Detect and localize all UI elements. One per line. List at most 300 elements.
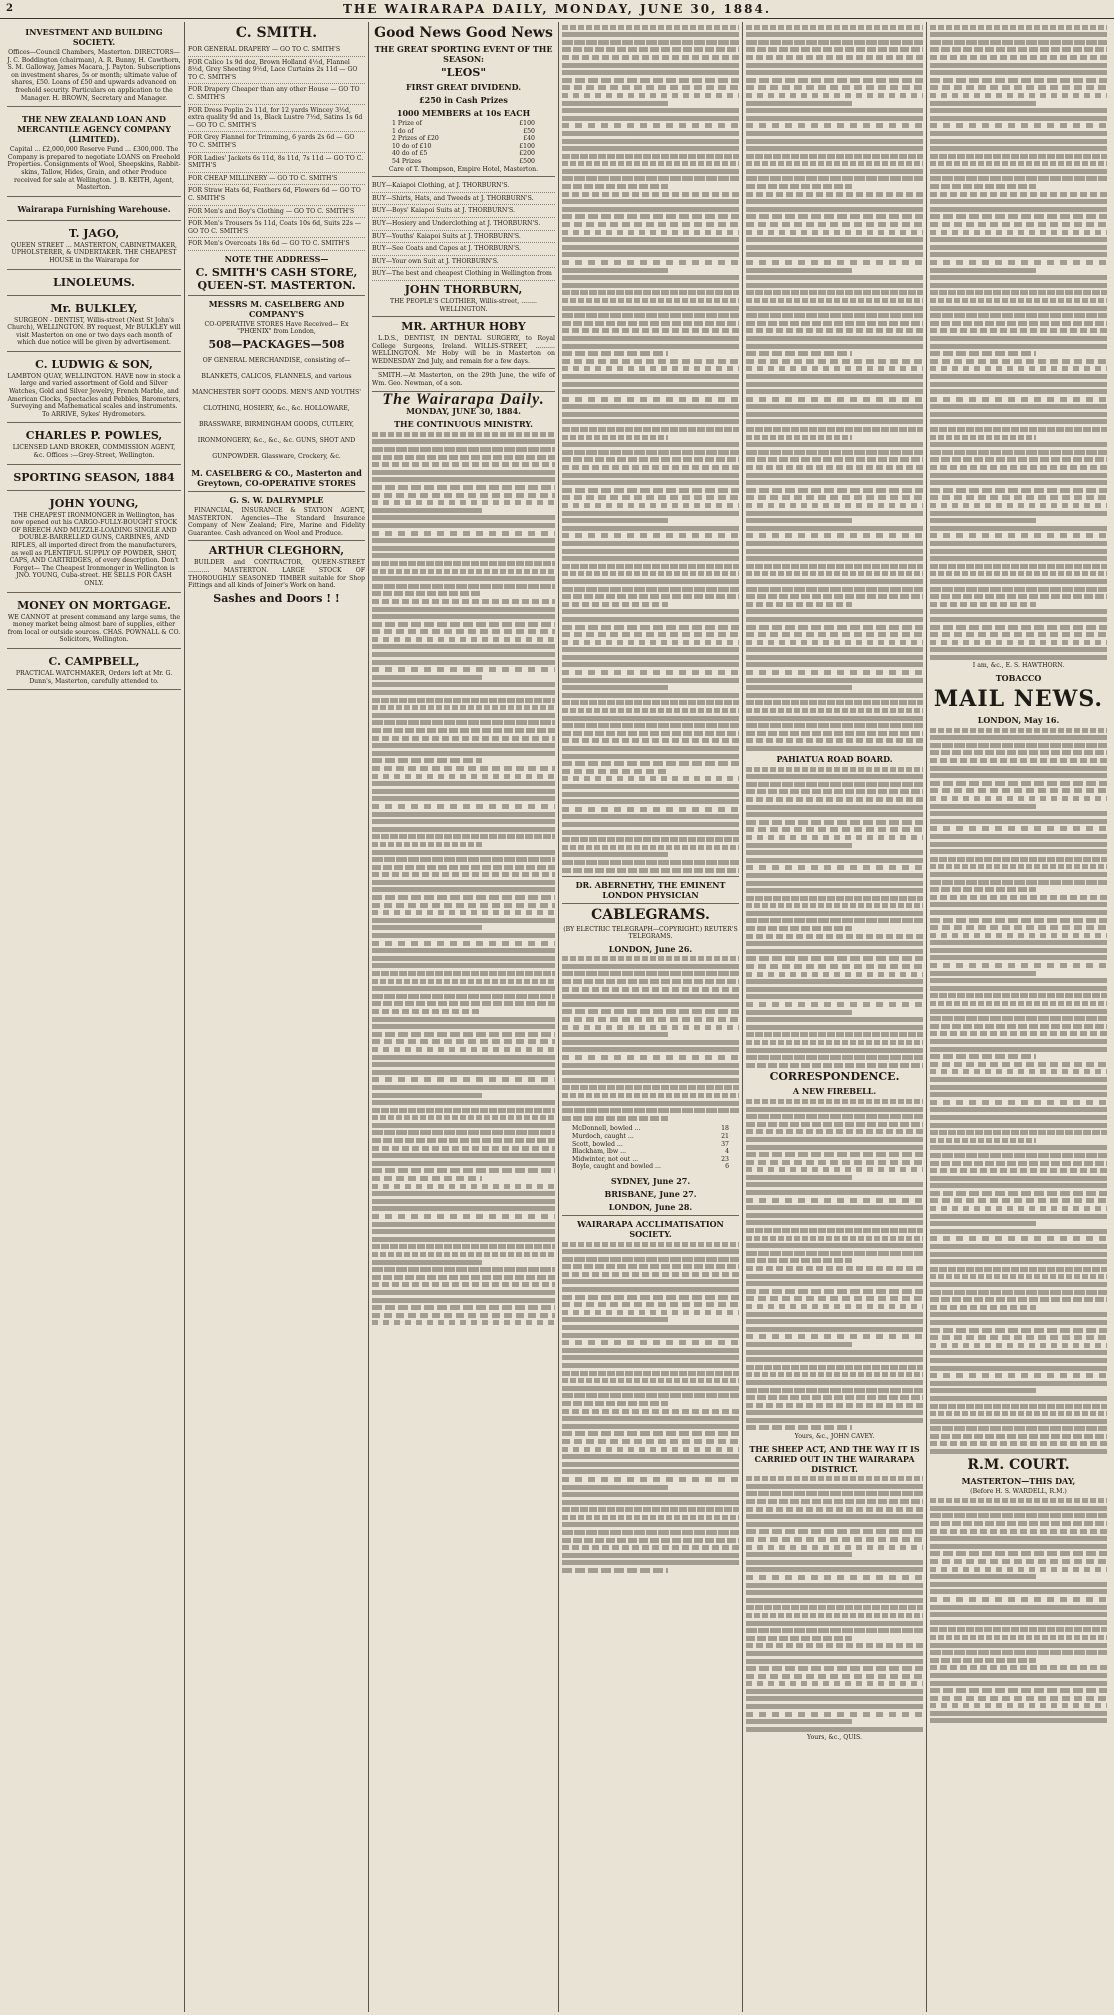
text-line — [930, 1536, 1107, 1541]
text-line — [372, 599, 555, 604]
score-row — [572, 1148, 729, 1156]
text-line — [930, 214, 1107, 219]
text-line — [930, 1031, 1107, 1036]
text-line — [930, 1335, 1107, 1340]
text-line — [746, 1048, 923, 1053]
text-line — [930, 617, 1107, 622]
text-line — [746, 1372, 923, 1377]
text-line — [930, 1411, 1107, 1416]
text-line — [930, 1183, 1107, 1188]
text-line — [562, 1545, 739, 1550]
smith-item: FOR Ladies' Jackets 6s 11d, 8s 11d, 7s 11d — GO TO C. SMITH'S — [188, 153, 365, 173]
text-line — [930, 192, 1107, 197]
text-line — [562, 1431, 739, 1436]
text-line — [562, 1340, 739, 1345]
text-line — [930, 435, 1036, 440]
text-line — [372, 781, 555, 786]
text-line — [930, 503, 1107, 508]
text-line — [746, 556, 923, 561]
text-line — [562, 359, 739, 364]
text-line — [372, 1229, 555, 1234]
text-line — [562, 700, 739, 705]
text-line — [930, 1047, 1107, 1052]
text-line — [372, 462, 555, 467]
dalrymple-body: FINANCIAL, INSURANCE & STATION AGENT, MASTERTON. Agencies—The Standard Insurance Company of New Zealand; Fire, Marine and Fidelity Guarantee. Cash advanced on Wool and Produce. — [188, 507, 365, 537]
prize-value: £50 — [523, 127, 535, 135]
text-line — [562, 25, 739, 30]
text-line — [930, 306, 1107, 311]
text-line — [562, 184, 668, 189]
text-line — [746, 1727, 923, 1732]
text-line — [746, 1583, 923, 1588]
batsman: McDonnell, bowled ... — [572, 1125, 641, 1133]
text-line — [746, 1063, 923, 1068]
text-line — [562, 1032, 668, 1037]
text-line — [562, 374, 739, 379]
text-line — [746, 1327, 923, 1332]
text-line — [930, 1062, 1107, 1067]
text-line — [372, 948, 555, 953]
text-line — [746, 47, 923, 52]
text-line — [930, 336, 1107, 341]
text-line — [562, 306, 739, 311]
text-line — [746, 313, 923, 318]
text-line — [930, 184, 1036, 189]
text-line — [562, 1371, 739, 1376]
text-line — [562, 1264, 739, 1269]
text-line — [372, 1305, 555, 1310]
text-line — [930, 895, 1107, 900]
text-line — [562, 1348, 739, 1353]
text-line — [746, 1175, 852, 1180]
text-line — [930, 442, 1107, 447]
text-line — [372, 1123, 555, 1128]
prize-row — [392, 143, 535, 151]
ad-block — [7, 651, 181, 690]
sporting-event-subtitle: THE GREAT SPORTING EVENT OF THE SEASON: — [374, 44, 553, 64]
ad-block — [7, 595, 181, 649]
column-4 — [558, 22, 742, 2012]
text-line — [930, 131, 1107, 136]
text-line — [372, 1077, 555, 1082]
text-line — [746, 693, 923, 698]
text-line — [930, 842, 1107, 847]
text-line — [562, 1009, 739, 1014]
text-line — [930, 1419, 1107, 1424]
text-line — [930, 176, 1107, 181]
text-line — [746, 1099, 923, 1104]
text-line — [562, 994, 739, 999]
text-line — [372, 493, 555, 498]
smith-store: C. SMITH'S CASH STORE, QUEEN-ST. MASTERTON. — [195, 265, 358, 292]
text-line — [930, 252, 1107, 257]
text-line — [746, 571, 923, 576]
divider — [562, 1215, 739, 1216]
text-line — [372, 1191, 555, 1196]
text-line — [930, 1650, 1107, 1655]
text-line — [372, 622, 555, 627]
text-line — [746, 1636, 852, 1641]
text-line — [746, 1228, 923, 1233]
paper-title: The Wairarapa Daily. — [382, 390, 545, 408]
text-line — [746, 812, 923, 817]
text-line — [930, 1681, 1107, 1686]
text-line — [930, 1612, 1107, 1617]
text-line — [930, 849, 1107, 854]
text-line — [562, 199, 739, 204]
text-line — [930, 488, 1107, 493]
text-line — [746, 934, 923, 939]
text-line — [372, 515, 555, 520]
cleghorn-head: ARTHUR CLEGHORN, — [208, 544, 345, 558]
text-line — [562, 488, 739, 493]
text-line — [562, 1302, 739, 1307]
text-line — [562, 602, 668, 607]
text-line — [746, 511, 923, 516]
text-line — [562, 1047, 739, 1052]
text-line — [372, 903, 555, 908]
text-line — [562, 708, 739, 713]
birth-notice: SMITH.—At Masterton, on the 29th June, the wife of Wm. Geo. Newman, of a son. — [372, 372, 555, 388]
text-line — [372, 591, 482, 596]
text-line — [372, 819, 555, 824]
text-line — [372, 1222, 555, 1227]
text-line — [930, 625, 1107, 630]
prize-value: £100 — [519, 142, 535, 150]
runs: 21 — [721, 1132, 729, 1140]
sashes-heading: Sashes and Doors ! ! — [213, 591, 340, 605]
text-line — [562, 1025, 739, 1030]
thorburn-item-list — [372, 180, 555, 281]
text-line — [372, 1206, 555, 1211]
text-line — [930, 955, 1107, 960]
text-line — [746, 131, 923, 136]
text-line — [930, 1688, 1107, 1693]
text-line — [562, 169, 739, 174]
masthead-title: THE WAIRARAPA DAILY, MONDAY, JUNE 30, 1884. — [342, 2, 772, 16]
text-line — [372, 1267, 555, 1272]
text-line — [372, 728, 555, 733]
text-line — [562, 214, 739, 219]
text-line — [930, 93, 1107, 98]
text-line — [746, 351, 852, 356]
text-line — [746, 738, 923, 743]
text-line — [930, 594, 1107, 599]
text-line — [930, 32, 1107, 37]
rm-court-before: (Before H. S. WARDELL, R.M.) — [970, 1488, 1067, 1496]
text-line — [930, 811, 1107, 816]
text-line — [746, 1590, 923, 1595]
text-line — [930, 389, 1107, 394]
text-line — [372, 432, 555, 437]
batsman: Midwinter, not out ... — [572, 1155, 639, 1163]
text-line — [746, 230, 923, 235]
text-line — [930, 1665, 1107, 1670]
text-line — [930, 647, 1107, 652]
text-line — [746, 336, 923, 341]
text-line — [930, 1320, 1107, 1325]
text-line — [930, 230, 1107, 235]
text-line — [930, 1176, 1107, 1181]
text-line — [562, 78, 739, 83]
text-line — [746, 63, 923, 68]
text-line — [562, 1560, 739, 1565]
text-line — [562, 85, 739, 90]
smith-address-label: NOTE THE ADDRESS— — [224, 253, 329, 264]
text-line — [562, 154, 739, 159]
text-line — [746, 1002, 923, 1007]
text-line — [562, 1439, 739, 1444]
text-line — [930, 1161, 1107, 1166]
text-line — [746, 268, 852, 273]
text-line — [930, 374, 1107, 379]
text-line — [746, 881, 923, 886]
text-line — [372, 1138, 555, 1143]
text-line — [372, 1085, 555, 1090]
text-line — [746, 972, 923, 977]
text-line — [562, 313, 739, 318]
text-line — [746, 1122, 923, 1127]
text-line — [930, 1312, 1107, 1317]
text-line — [562, 351, 668, 356]
text-line — [930, 602, 1036, 607]
text-line — [746, 1025, 923, 1030]
text-line — [930, 1574, 1036, 1579]
text-line — [746, 1605, 923, 1610]
ad-body: SURGEON - DENTIST, Willis-street (Next St John's Church), WELLINGTON. BY request, Mr BULKLEY will visit Masterton on one or two days each month of which due notice will be given by advertisement. — [7, 316, 181, 347]
text-line — [372, 447, 555, 452]
text-line — [746, 1575, 923, 1580]
text-line — [562, 716, 739, 721]
text-line — [746, 169, 923, 174]
text-line — [746, 1365, 923, 1370]
text-line — [746, 1643, 923, 1648]
text-line — [746, 101, 852, 106]
text-line — [746, 207, 923, 212]
ad-heading: LINOLEUMS. — [53, 275, 135, 289]
ad-body: LICENSED LAND BROKER, COMMISSION AGENT, &c. Offices :—Grey-Street, Wellington. — [12, 444, 176, 460]
text-line — [930, 902, 1107, 907]
text-line — [562, 176, 739, 181]
text-line — [930, 587, 1107, 592]
cablegrams-sub: (BY ELECTRIC TELEGRAPH—COPYRIGHT.) REUTER'S TELEGRAMS. — [563, 925, 738, 941]
text-line — [746, 1545, 923, 1550]
text-line — [930, 1582, 1107, 1587]
text-line — [562, 32, 739, 37]
text-line — [562, 457, 739, 462]
text-line — [562, 670, 739, 675]
text-line — [746, 1205, 923, 1210]
text-line — [930, 1229, 1107, 1234]
text-line — [746, 1289, 923, 1294]
text-line — [562, 754, 739, 759]
text-line — [930, 993, 1107, 998]
text-line — [372, 796, 555, 801]
text-line — [930, 116, 1107, 121]
text-line — [930, 735, 1107, 740]
text-line — [930, 1358, 1107, 1363]
thorburn-item: BUY—Shirts, Hats, and Tweeds at J. THORBURN'S. — [372, 193, 555, 206]
text-line — [372, 933, 555, 938]
text-line — [930, 556, 1107, 561]
cablegrams-heading: CABLEGRAMS. — [591, 906, 710, 923]
text-line — [930, 1449, 1107, 1454]
text-line — [562, 685, 668, 690]
text-line — [746, 918, 923, 923]
text-line — [746, 473, 923, 478]
prize-row — [392, 135, 535, 143]
text-line — [372, 910, 555, 915]
text-line — [562, 830, 739, 835]
text-line — [372, 546, 555, 551]
batsman: Boyle, caught and bowled ... — [572, 1163, 661, 1171]
text-line — [746, 632, 923, 637]
text-line — [746, 835, 923, 840]
text-line — [562, 556, 739, 561]
text-line — [930, 579, 1107, 584]
column-5 — [742, 22, 926, 2012]
text-line — [930, 511, 1107, 516]
prize-row — [392, 158, 535, 166]
smith-item: FOR Men's Trousers 5s 11d, Coats 10s 6d, Suits 22s — GO TO C. SMITH'S — [188, 218, 365, 238]
text-line — [930, 1001, 1107, 1006]
text-line — [372, 553, 555, 558]
text-line — [562, 1378, 739, 1383]
text-line — [930, 948, 1107, 953]
smith-name: C. SMITH. — [235, 25, 318, 41]
text-line — [930, 826, 1107, 831]
text-line — [746, 896, 923, 901]
text-line — [562, 116, 739, 121]
text-line — [562, 47, 739, 52]
divider — [188, 491, 365, 492]
text-line — [746, 594, 923, 599]
divider — [188, 540, 365, 541]
text-line — [562, 662, 739, 667]
text-line — [746, 123, 923, 128]
text-line — [930, 1635, 1107, 1640]
thorburn-footer: THE PEOPLE'S CLOTHIER, Willis-street, ........ WELLINGTON. — [390, 297, 537, 313]
text-line — [746, 1010, 852, 1015]
text-line — [930, 480, 1107, 485]
text-line — [746, 306, 923, 311]
text-line — [746, 662, 923, 667]
text-line — [562, 397, 739, 402]
ad-heading: CHARLES P. POWLES, — [25, 429, 163, 443]
text-line — [562, 252, 739, 257]
text-line — [372, 1009, 482, 1014]
text-line — [562, 526, 739, 531]
text-line — [562, 1469, 739, 1474]
text-line — [746, 78, 923, 83]
text-line — [746, 1236, 923, 1241]
ad-block — [7, 272, 181, 296]
text-line — [930, 154, 1107, 159]
text-line — [372, 1199, 555, 1204]
text-line — [930, 450, 1107, 455]
text-line — [746, 108, 923, 113]
text-line — [562, 245, 739, 250]
text-line — [562, 617, 739, 622]
text-line — [746, 427, 923, 432]
text-line — [562, 1040, 739, 1045]
text-line — [930, 728, 1107, 733]
text-line — [372, 569, 555, 574]
text-line — [562, 1070, 739, 1075]
ad-block — [7, 354, 181, 424]
text-line — [930, 321, 1107, 326]
text-line — [746, 55, 923, 60]
text-line — [562, 1063, 739, 1068]
text-line — [930, 351, 1036, 356]
text-line — [562, 139, 739, 144]
text-line — [746, 805, 923, 810]
text-line — [746, 192, 923, 197]
text-line — [746, 716, 923, 721]
text-line — [562, 1317, 668, 1322]
text-line — [930, 1282, 1107, 1287]
text-line — [746, 328, 923, 333]
thorburn-item: BUY—Youths' Kaiapoi Suits at J. THORBURN'S. — [372, 231, 555, 244]
prize-label: 1 do of — [392, 127, 414, 135]
text-line — [562, 366, 739, 371]
text-line — [746, 374, 923, 379]
text-line — [562, 868, 739, 873]
text-line — [562, 1409, 739, 1414]
text-line — [562, 1447, 739, 1452]
text-line — [372, 675, 482, 680]
text-line — [746, 1514, 923, 1519]
text-line — [562, 389, 739, 394]
text-line — [746, 275, 923, 280]
text-line — [746, 1152, 923, 1157]
text-line — [746, 1476, 923, 1481]
text-line — [930, 1077, 1107, 1082]
text-line — [372, 1237, 555, 1242]
thorburn-item: BUY—The best and cheapest Clothing in Wellington from — [372, 268, 555, 281]
text-line — [746, 587, 923, 592]
text-line — [562, 738, 739, 743]
text-line — [746, 1613, 923, 1618]
column-6 — [926, 22, 1110, 2012]
text-line — [746, 1380, 923, 1385]
text-line — [746, 1425, 852, 1430]
ad-block — [7, 223, 181, 270]
text-line — [930, 1426, 1107, 1431]
text-line — [746, 503, 923, 508]
text-line — [930, 55, 1107, 60]
text-line — [930, 78, 1107, 83]
text-line — [746, 139, 923, 144]
divider — [372, 176, 555, 177]
text-line — [372, 705, 555, 710]
text-line — [562, 1108, 739, 1113]
ad-heading: MONEY ON MORTGAGE. — [17, 598, 171, 612]
text-line — [372, 1062, 555, 1067]
sheep-act-letter — [746, 1476, 923, 1732]
text-line — [562, 442, 739, 447]
text-line — [746, 731, 923, 736]
text-line — [562, 625, 739, 630]
text-line — [372, 1032, 555, 1037]
text-line — [372, 751, 555, 756]
text-line — [746, 1537, 923, 1542]
caselberg-head: MESSRS M. CASELBERG AND COMPANY'S — [208, 298, 345, 319]
letter-sign-2: Yours, &c., QUIS. — [807, 1734, 862, 1742]
text-line — [746, 1418, 923, 1423]
text-line — [930, 1559, 1107, 1564]
text-line — [562, 1424, 739, 1429]
